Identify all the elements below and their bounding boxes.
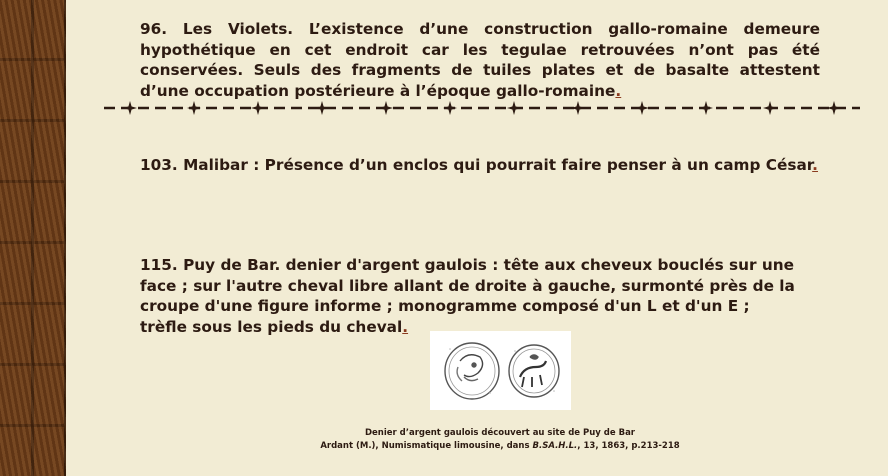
left-decorative-strip [0,0,66,476]
entry-96: 96. Les Violets. L’existence d’une construction gallo-romaine demeure hypothétique en cet endroit car les tegulae retrouvées n’ont pas été conservées. Seuls des fragments de tuiles plates et de basalte attestent d’une occupation postérieure à l’époque gallo-romaine. [140,20,820,100]
entry-115: 115. Puy de Bar. denier d'argent gaulois : tête aux cheveux bouclés sur une face ; sur l'autre cheval libre allant de droite à gauche, surmonté près de la croupe d'une figure informe ; monogramme composé d'un L et d'un E ; trèfle sous les pieds du cheval. [140,256,795,336]
footnote-link-96[interactable]: . [615,81,622,100]
footnote-link-115[interactable]: . [402,317,409,336]
footnote-link-103[interactable]: . [812,156,818,174]
caption-journal-abbrev: B.SA.H.L. [532,441,578,451]
dashed-divider [104,101,860,115]
coin-image [430,331,571,410]
caption-line-1: Denier d’argent gaulois découvert au site de Puy de Bar [364,428,636,438]
caption-line-2: Ardant (M.), Numismatique limousine, dans B.SA.H.L., 13, 1863, p.213-218 [320,441,680,451]
entry-103: 103. Malibar : Présence d’un enclos qui pourrait faire penser à un camp César. [140,156,818,174]
